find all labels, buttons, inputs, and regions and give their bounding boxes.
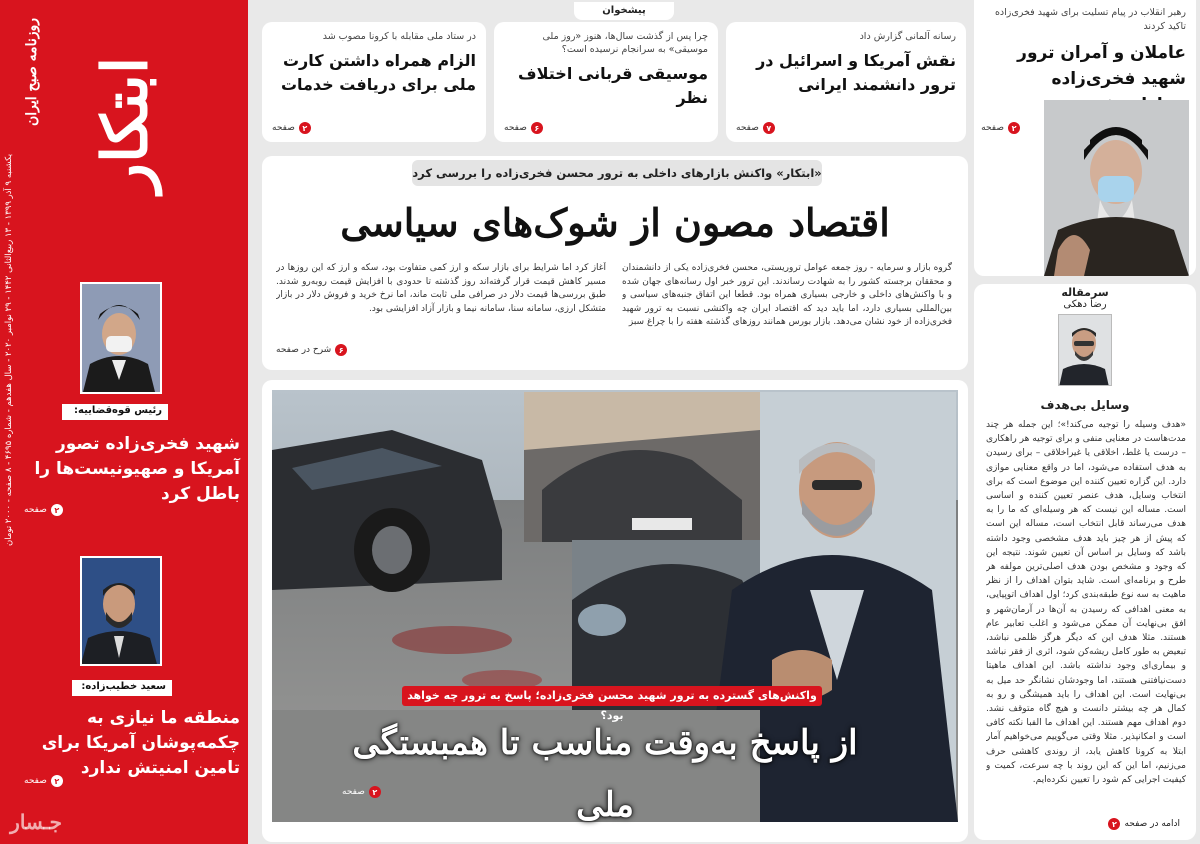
top-card-3[interactable] xyxy=(262,22,486,142)
editorial-continue-ref[interactable] xyxy=(1108,818,1180,830)
top-card-2[interactable] xyxy=(494,22,718,142)
source-watermark: جـسار xyxy=(10,810,62,834)
right-top-headline: عاملان و آمران ترور شهید فخری‌زاده xyxy=(1017,43,1186,89)
leader-photo xyxy=(1044,100,1189,276)
page-number: ۲ xyxy=(1008,122,1020,134)
portrait-spokesman xyxy=(80,556,162,666)
lead-body-col-1: گروه بازار و سرمایه - روز جمعه عوامل تروریستی، محسن فخری‌زاده یکی از دانشمندان و محققان برجسته کشور را به شهادت رساندند. این ترور خبر اول رسانه‌های جهان شده و با واکنش‌های داخلی و خارجی بسیاری همراه بود. قطعا این اتفاق جنبه‌های سیاسی و بین‌المللی بسیاری دارد، اما باید دید که اقتصاد ایران چه واکنشی نسبت به ترور شهید فخری‌زاده از خود نشان می‌دهد. بازار بورس همانند روزهای گذشته هفته را با چراغ سبز xyxy=(622,263,952,327)
logo-tagline: روزنامه صبح ایران xyxy=(24,17,40,127)
left-page-ref-1[interactable] xyxy=(24,504,63,516)
left-headline-2[interactable]: منطقه ما نیازی به چکمه‌پوشان آمریکا برای تامین امنیتش ندارد xyxy=(41,708,240,778)
top-card-1[interactable] xyxy=(726,22,966,142)
top-card-kicker: چرا پس از گذشت سال‌ها، هنوز «روز ملی موسیقی» به سرانجام نرسیده است؟ xyxy=(542,31,708,55)
left-headline-1[interactable]: شهید فخری‌زاده تصور آمریکا و صهیونیست‌ها را باطل کرد xyxy=(34,434,240,504)
photo-page-ref[interactable] xyxy=(342,786,381,798)
right-top-story[interactable] xyxy=(974,0,1196,276)
page-number: ۷ xyxy=(763,122,775,134)
photo-headline: از پاسخ به‌وقت مناسب تا همبستگی ملی xyxy=(352,723,858,825)
lead-story[interactable] xyxy=(262,156,968,370)
logo-wordmark: ابتکار xyxy=(88,56,162,194)
page-label: صفحه xyxy=(981,123,1004,133)
top-card-page-ref[interactable] xyxy=(272,122,311,134)
editorial-section-label: سرمقاله xyxy=(1061,286,1109,299)
portrait-judiciary-chief xyxy=(80,282,162,394)
page-label: شرح در صفحه xyxy=(276,345,332,355)
main-content xyxy=(254,0,1200,844)
page-number: ۲ xyxy=(51,775,63,787)
page-label: صفحه xyxy=(736,123,759,133)
author-photo xyxy=(1058,314,1112,386)
editorial-body: «هدف وسیله را توجیه می‌کند!»؛ این جمله هر چند مدت‌هاست در معنایی منفی و برای توجیه هر راهکاری – درست یا غلط، اخلاقی یا غیراخلاقی – برای رسیدن به هدف استفاده می‌شود، اما در واقع معنایی موازی دارد. این گزاره تعیین کننده این موضوع است که برای انتخاب وسایل، هدف عنصر تعیین کننده و اساسی است. مساله این نیست که هر وسیله‌ای که ما را به هدف می‌رساند قابل انتخاب است، مساله این است که پیش از هر چیز باید هدف مشخصی وجود داشته باشد که وسایل بر اساس آن تعیین شوند. نتیجه این که وجود و مشخص بودن هدف اصلی‌ترین مولفه هر طرح و برنامه‌ای است. شاید بتوان اهداف را از نظر ماهیت به سه نوع طبقه‌بندی کرد؛ اول اهداف اتوپیایی، به معنی اهدافی که رسیدن به آن‌ها در آرمان‌شهر و افق بی‌نهایت آن ممکن می‌شود و اغلب تعابیر عام هستند. مثلا هدف این که دیگر هرگز ظلمی نباشد، تبعیض به طور کامل ریشه‌کن شود، اثری از فقر نباشد و بیماری‌ای وجود نداشته باشد. این اهداف ماهیتا دست‌نیافتنی هستند، اما وجودشان نشانگر حد میل به بی‌نهایت است. این اهداف را باید همیشگی و رو به کمال هر چه بیشتر دانست و هیچ گاه متوقف نشد. دوم اهداف مهم هستند. این اهداف ما الفبا نکته کافی است و امکانپذیر. مثلا وقتی می‌گوییم می‌خواهیم آمار ابتلا به کرونا کاهش یابد، از روندی کاهشی حرف می‌زنیم، اما این که این روند با چه سرعت، کمیت و کیفیت اجرایی کم شود را تعیین نکرده‌ایم. xyxy=(986,420,1186,786)
issue-dateline: یکشنبه ۹ آذر ۱۳۹۹ - ۱۳ ربیع‌الثانی ۱۴۴۲ - ۲۹ نوامبر ۲۰۲۰ - سال هفدهم - شماره ۴۶۹۵ - ۸ صفحه - ۲۰۰۰ تومان xyxy=(4,153,14,547)
top-card-title: موسیقی قربانی اختلاف نظر xyxy=(518,64,708,107)
photo-kicker: واکنش‌های گسترده به ترور شهید محسن فخری‌زاده؛ پاسخ به ترور چه خواهد بود؟ xyxy=(402,686,822,706)
masthead xyxy=(0,0,248,844)
left-page-ref-2[interactable] xyxy=(24,775,63,787)
top-card-kicker: رسانه آلمانی گزارش داد xyxy=(859,31,956,42)
page-label: صفحه xyxy=(24,505,47,515)
page-number: ۲ xyxy=(369,786,381,798)
top-card-title: الزام همراه داشتن کارت ملی برای دریافت خدمات xyxy=(280,51,476,94)
page-number: ۲ xyxy=(51,504,63,516)
top-card-page-ref[interactable] xyxy=(504,122,543,134)
page-number: ۲ xyxy=(299,122,311,134)
page-number: ۶ xyxy=(335,344,347,356)
top-card-page-ref[interactable] xyxy=(736,122,775,134)
lead-page-ref[interactable] xyxy=(276,344,347,356)
page-label: صفحه xyxy=(504,123,527,133)
right-top-kicker: رهبر انقلاب در پیام تسلیت برای شهید فخری‌زاده تاکید کردند xyxy=(994,7,1186,32)
top-card-kicker: در ستاد ملی مقابله با کرونا مصوب شد xyxy=(322,31,476,42)
right-top-page-ref[interactable] xyxy=(981,122,1020,134)
editorial-column[interactable] xyxy=(974,284,1196,840)
page-number: ۲ xyxy=(1108,818,1120,830)
page-label: صفحه xyxy=(24,776,47,786)
caption-spokesman: سعید خطیب‌زاده: xyxy=(72,680,172,696)
top-card-title: نقش آمریکا و اسرائیل در ترور دانشمند ایرانی xyxy=(756,51,956,94)
continue-label: ادامه در صفحه xyxy=(1124,819,1180,829)
lead-kicker: «ابتکار» واکنش بازارهای داخلی به ترور محسن فخری‌زاده را بررسی کرد xyxy=(412,160,822,186)
page-label: صفحه xyxy=(342,787,365,797)
page-label: صفحه xyxy=(272,123,295,133)
page-number: ۶ xyxy=(531,122,543,134)
lead-headline: اقتصاد مصون از شوک‌های سیاسی xyxy=(340,200,890,245)
editorial-title: وسایل بی‌هدف xyxy=(1040,398,1130,412)
photo-story[interactable] xyxy=(262,380,968,842)
caption-judiciary-chief: رئیس قوه‌قضاییه: xyxy=(62,404,168,420)
lead-body-col-2: آغاز کرد اما شرایط برای بازار سکه و ارز کمی متفاوت بود، سکه و ارز که این روزها در مسیر کاهش قیمت قرار گرفته‌اند روز گذشته تا حدودی با افزایش قیمت روبه‌رو شدند. طبق بررسی‌ها قیمت دلار در صرافی ملی ثابت ماند، اما نرخ خرید و فروش دلار در بازار متشکل ارزی، سامانه سنا، سامانه نیما و بازار آزاد افزایشی بود. xyxy=(276,263,606,314)
editorial-author: رضا دهکی xyxy=(1063,299,1107,310)
section-tab-suggestions[interactable]: پیشخوان xyxy=(574,2,674,20)
